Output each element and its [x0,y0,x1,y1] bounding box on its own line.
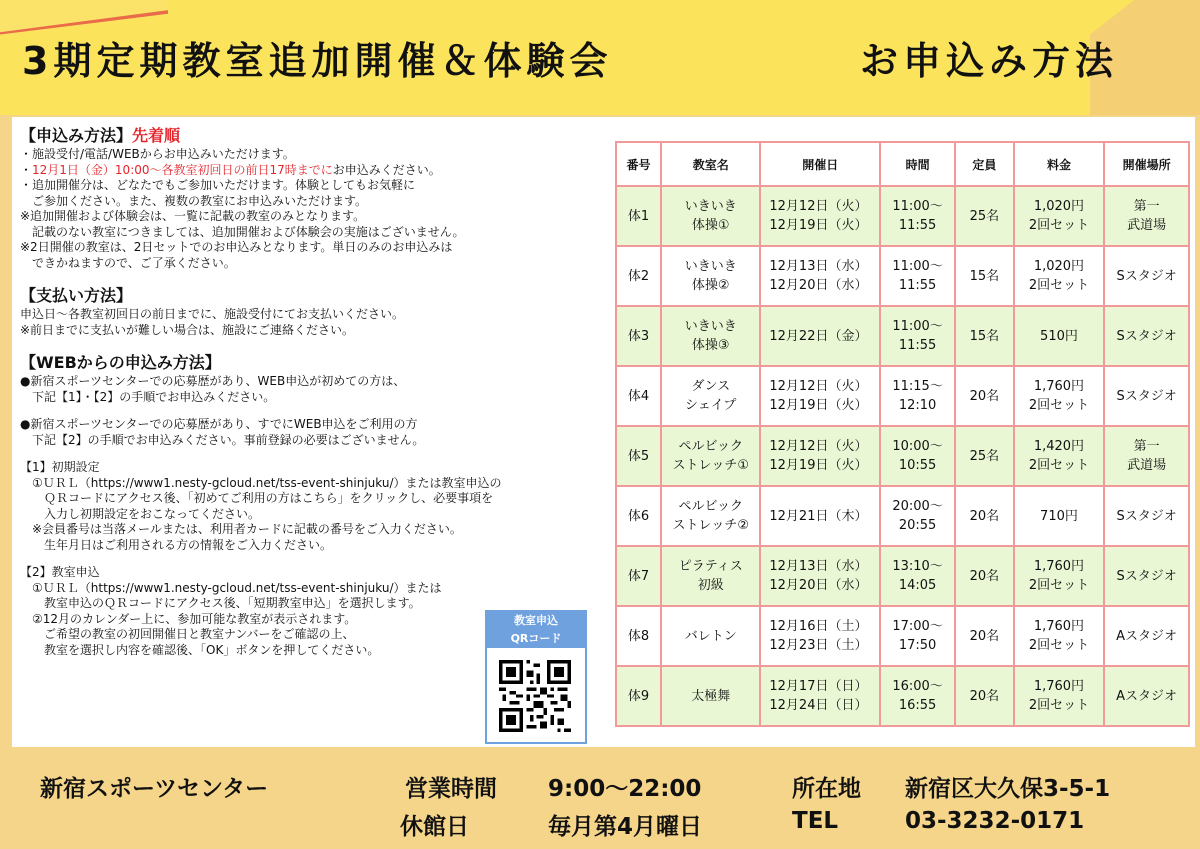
hours-value: 9:00～22:00 [548,776,702,802]
page-subtitle: お申込み方法 [860,39,1119,83]
apply-line: ※2日開催の教室は、2日セットでのお申込みとなります。単日のみのお申込みは [20,240,453,254]
cell-number: 体3 [616,306,661,366]
cell-fee: 710円 [1014,486,1104,546]
closed-label: 休館日 [400,814,469,840]
cell-fee: 1,760円 2回セット [1014,366,1104,426]
cell-capacity: 20名 [955,666,1014,726]
cell-class-name: ダンス シェイプ [661,366,760,426]
table-row [616,546,1189,606]
apply-line: 記載のない教室につきましては、追加開催および体験会の実施はございません。 [20,224,465,239]
section-web-title: 【WEBからの申込み方法】 [20,353,221,372]
web-line: 下記【1】・【2】の手順でお申込みください。 [20,389,276,404]
tel-value: 03-3232-0171 [905,808,1085,834]
cell-capacity: 15名 [955,306,1014,366]
qr-code-icon[interactable] [499,660,571,732]
cell-dates: 12月12日（火） 12月19日（火） [760,186,880,246]
cell-time: 10:00～ 10:55 [880,426,955,486]
col-header: 開催日 [760,142,880,186]
apply-line: ・追加開催分は、どなたでもご参加いただけます。体験としてもお気軽に [20,178,416,192]
table-row [616,486,1189,546]
qr-label: 教室申込 [487,612,585,630]
closed-value: 毎月第4月曜日 [548,814,703,840]
cell-place: Sスタジオ [1104,246,1189,306]
cell-class-name: いきいき 体操② [661,246,760,306]
payment-line: 申込日～各教室初回日の前日までに、施設受付にてお支払いください。 [20,307,405,321]
schedule-table [615,141,1190,727]
cell-capacity: 15名 [955,246,1014,306]
cell-dates: 12月16日（土） 12月23日（土） [760,606,880,666]
cell-capacity: 25名 [955,426,1014,486]
class-apply-line: 教室を選択し内容を確認後、「OK」ボタンを押してください。 [20,642,380,657]
qr-label: QRコード [487,630,585,648]
web-line: ●新宿スポーツセンターでの応募歴があり、WEB申込が初めての方は、 [20,374,406,388]
cell-time: 11:15～ 12:10 [880,366,955,426]
cell-fee: 1,760円 2回セット [1014,546,1104,606]
cell-capacity: 20名 [955,486,1014,546]
cell-place: Sスタジオ [1104,546,1189,606]
section-apply-title: 【申込み方法】先着順 [20,126,181,145]
footer [0,758,1200,849]
cell-capacity: 20名 [955,546,1014,606]
cell-class-name: ピラティス 初級 [661,546,760,606]
cell-place: 第一 武道場 [1104,426,1189,486]
cell-place: Sスタジオ [1104,306,1189,366]
cell-class-name: 太極舞 [661,666,760,726]
table-row [616,606,1189,666]
col-header: 料金 [1014,142,1104,186]
class-apply-line: ①ＵＲＬ（https://www1.nesty-gcloud.net/tss-event-shinjuku/）または [20,580,442,595]
instructions-column [20,123,600,658]
apply-line: ご参加ください。また、複数の教室にお申込みいただけます。 [20,193,368,208]
setup-line: ＱＲコードにアクセス後、「初めてご利用の方はこちら」をクリックし、必要事項を [20,491,494,505]
cell-fee: 1,020円 2回セット [1014,186,1104,246]
cell-dates: 12月12日（火） 12月19日（火） [760,426,880,486]
cell-class-name: バレトン [661,606,760,666]
cell-number: 体4 [616,366,661,426]
cell-capacity: 20名 [955,606,1014,666]
col-header: 教室名 [661,142,760,186]
cell-number: 体7 [616,546,661,606]
setup-line: 【1】初期設定 [20,460,100,474]
tel-label: TEL [792,808,839,834]
cell-number: 体2 [616,246,661,306]
cell-place: Aスタジオ [1104,606,1189,666]
cell-time: 11:00～ 11:55 [880,186,955,246]
cell-capacity: 25名 [955,186,1014,246]
cell-fee: 1,420円 2回セット [1014,426,1104,486]
main-panel [12,117,1195,747]
cell-place: Aスタジオ [1104,666,1189,726]
cell-class-name: ペルビック ストレッチ② [661,486,760,546]
cell-number: 体1 [616,186,661,246]
setup-line: 入力し初期設定をおこなってください。 [20,506,261,521]
cell-place: Sスタジオ [1104,486,1189,546]
web-line: ●新宿スポーツセンターでの応募歴があり、すでにWEB申込をご利用の方 [20,417,418,431]
table-header-row [616,142,1189,186]
apply-line: ・12月1日（金）10:00～各教室初回日の前日17時までにお申込みください。 [20,162,441,177]
cell-capacity: 20名 [955,366,1014,426]
col-header: 開催場所 [1104,142,1189,186]
cell-number: 体5 [616,426,661,486]
table-row [616,366,1189,426]
cell-fee: 1,760円 2回セット [1014,666,1104,726]
section-payment-title: 【支払い方法】 [20,286,133,305]
cell-dates: 12月21日（木） [760,486,880,546]
cell-number: 体6 [616,486,661,546]
cell-dates: 12月22日（金） [760,306,880,366]
web-line: 下記【2】の手順でお申込みください。事前登録の必要はございません。 [20,432,425,447]
cell-dates: 12月17日（日） 12月24日（日） [760,666,880,726]
apply-line: ※追加開催および体験会は、一覧に記載の教室のみとなります。 [20,209,366,223]
class-apply-line: ②12月のカレンダー上に、参加可能な教室が表示されます。 [20,611,357,626]
header-banner [0,0,1200,115]
cell-number: 体9 [616,666,661,726]
class-apply-line: 教室申込のＱＲコードにアクセス後、「短期教室申込」を選択します。 [20,596,421,610]
setup-line: ①ＵＲＬ（https://www1.nesty-gcloud.net/tss-event-shinjuku/）または教室申込の [20,475,502,490]
apply-line: ・施設受付/電話/WEBからお申込みいただけます。 [20,147,295,161]
cell-place: 第一 武道場 [1104,186,1189,246]
cell-fee: 1,760円 2回セット [1014,606,1104,666]
cell-time: 17:00～ 17:50 [880,606,955,666]
hours-label: 営業時間 [405,776,497,802]
apply-line: できかねますので、ご了承ください。 [20,255,236,270]
cell-class-name: いきいき 体操③ [661,306,760,366]
table-row [616,246,1189,306]
cell-fee: 510円 [1014,306,1104,366]
table-row [616,306,1189,366]
cell-number: 体8 [616,606,661,666]
cell-dates: 12月13日（水） 12月20日（水） [760,246,880,306]
cell-class-name: いきいき 体操① [661,186,760,246]
facility-name: 新宿スポーツセンター [40,776,269,802]
col-header: 番号 [616,142,661,186]
address-value: 新宿区大久保3-5-1 [905,776,1111,802]
cell-fee: 1,020円 2回セット [1014,246,1104,306]
page-title: 3期定期教室追加開催＆体験会 [22,39,613,83]
table-row [616,666,1189,726]
address-label: 所在地 [792,776,861,802]
cell-time: 11:00～ 11:55 [880,246,955,306]
class-apply-line: 【2】教室申込 [20,565,100,579]
payment-line: ※前日までに支払いが難しい場合は、施設にご連絡ください。 [20,322,355,337]
col-header: 時間 [880,142,955,186]
cell-time: 13:10～ 14:05 [880,546,955,606]
cell-time: 20:00～ 20:55 [880,486,955,546]
cell-dates: 12月12日（火） 12月19日（火） [760,366,880,426]
table-row [616,186,1189,246]
cell-dates: 12月13日（水） 12月20日（水） [760,546,880,606]
qr-code-box[interactable] [485,610,587,744]
class-apply-line: ご希望の教室の初回開催日と教室ナンバーをご確認の上、 [20,627,355,641]
cell-time: 16:00～ 16:55 [880,666,955,726]
table-row [616,426,1189,486]
col-header: 定員 [955,142,1014,186]
cell-class-name: ペルビック ストレッチ① [661,426,760,486]
cell-time: 11:00～ 11:55 [880,306,955,366]
cell-place: Sスタジオ [1104,366,1189,426]
setup-line: 生年月日はご利用される方の情報をご入力ください。 [20,537,333,552]
setup-line: ※会員番号は当落メールまたは、利用者カードに記載の番号をご入力ください。 [20,522,462,536]
